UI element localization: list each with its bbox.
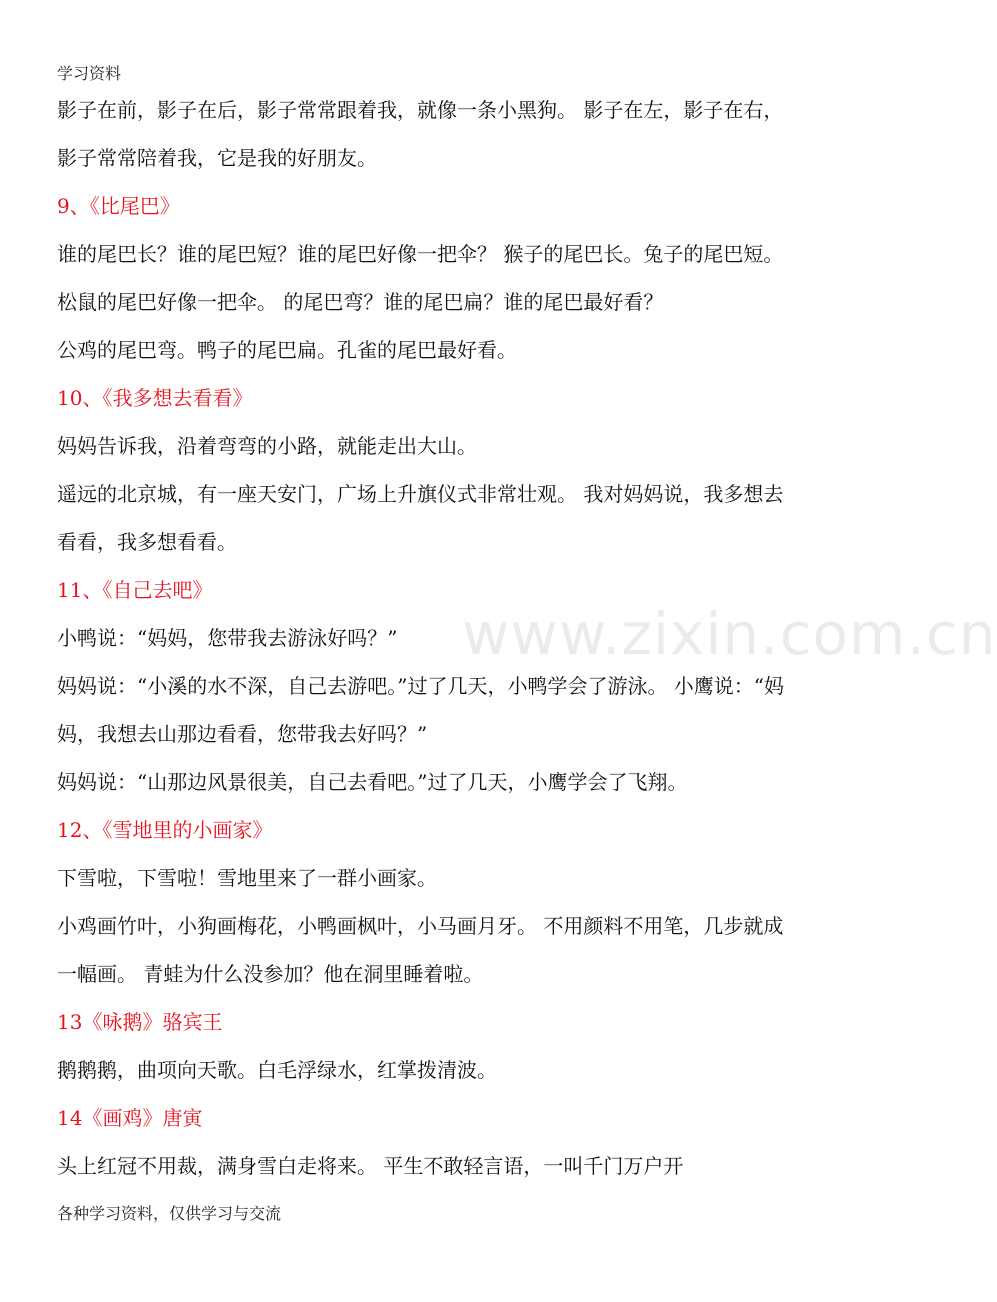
text-line: 影子常常陪着我，它是我的好朋友。 — [57, 146, 377, 170]
text-line: 妈妈说：“小溪的水不深，自己去游吧。”过了几天，小鸭学会了游泳。 小鹰说：“妈 — [57, 674, 785, 698]
text-line: 影子在前，影子在后，影子常常跟着我，就像一条小黑狗。 影子在左，影子在右， — [57, 98, 784, 122]
section-heading: 14《画鸡》唐寅 — [57, 1106, 203, 1130]
text-line: 一幅画。 青蛙为什么没参加？他在洞里睡着啦。 — [57, 962, 484, 986]
section-heading: 12、《雪地里的小画家》 — [57, 818, 273, 842]
text-line: 松鼠的尾巴好像一把伞。 的尾巴弯？谁的尾巴扁？谁的尾巴最好看？ — [57, 290, 664, 314]
text-line: 妈，我想去山那边看看，您带我去好吗？” — [57, 722, 428, 746]
text-line: 小鸭说：“妈妈，您带我去游泳好吗？” — [57, 626, 398, 650]
text-line: 公鸡的尾巴弯。鸭子的尾巴扁。孔雀的尾巴最好看。 — [57, 338, 517, 362]
watermark: www.zixin.com.cn — [462, 600, 997, 668]
page-footer: 各种学习资料，仅供学习与交流 — [57, 1204, 282, 1223]
document-body — [57, 86, 877, 1190]
section-heading: 9、《比尾巴》 — [57, 194, 180, 218]
section-heading: 13《咏鹅》骆宾王 — [57, 1010, 223, 1034]
text-line: 妈妈说：“山那边风景很美，自己去看吧。”过了几天，小鹰学会了飞翔。 — [57, 770, 688, 794]
text-line: 下雪啦，下雪啦！雪地里来了一群小画家。 — [57, 866, 437, 890]
page-header: 学习资料 — [57, 64, 122, 83]
text-line: 妈妈告诉我，沿着弯弯的小路，就能走出大山。 — [57, 434, 477, 458]
section-heading: 11、《自己去吧》 — [57, 578, 213, 602]
text-line: 头上红冠不用裁，满身雪白走将来。 平生不敢轻言语，一叫千门万户开 — [57, 1154, 684, 1178]
section-heading: 10、《我多想去看看》 — [57, 386, 253, 410]
text-line: 小鸡画竹叶，小狗画梅花，小鸭画枫叶，小马画月牙。 不用颜料不用笔，几步就成 — [57, 914, 784, 938]
text-line: 鹅鹅鹅，曲项向天歌。白毛浮绿水，红掌拨清波。 — [57, 1058, 497, 1082]
text-line: 谁的尾巴长？谁的尾巴短？谁的尾巴好像一把伞？ 猴子的尾巴长。兔子的尾巴短。 — [57, 242, 784, 266]
text-line: 遥远的北京城，有一座天安门，广场上升旗仪式非常壮观。 我对妈妈说，我多想去 — [57, 482, 784, 506]
text-line: 看看，我多想看看。 — [57, 530, 237, 554]
